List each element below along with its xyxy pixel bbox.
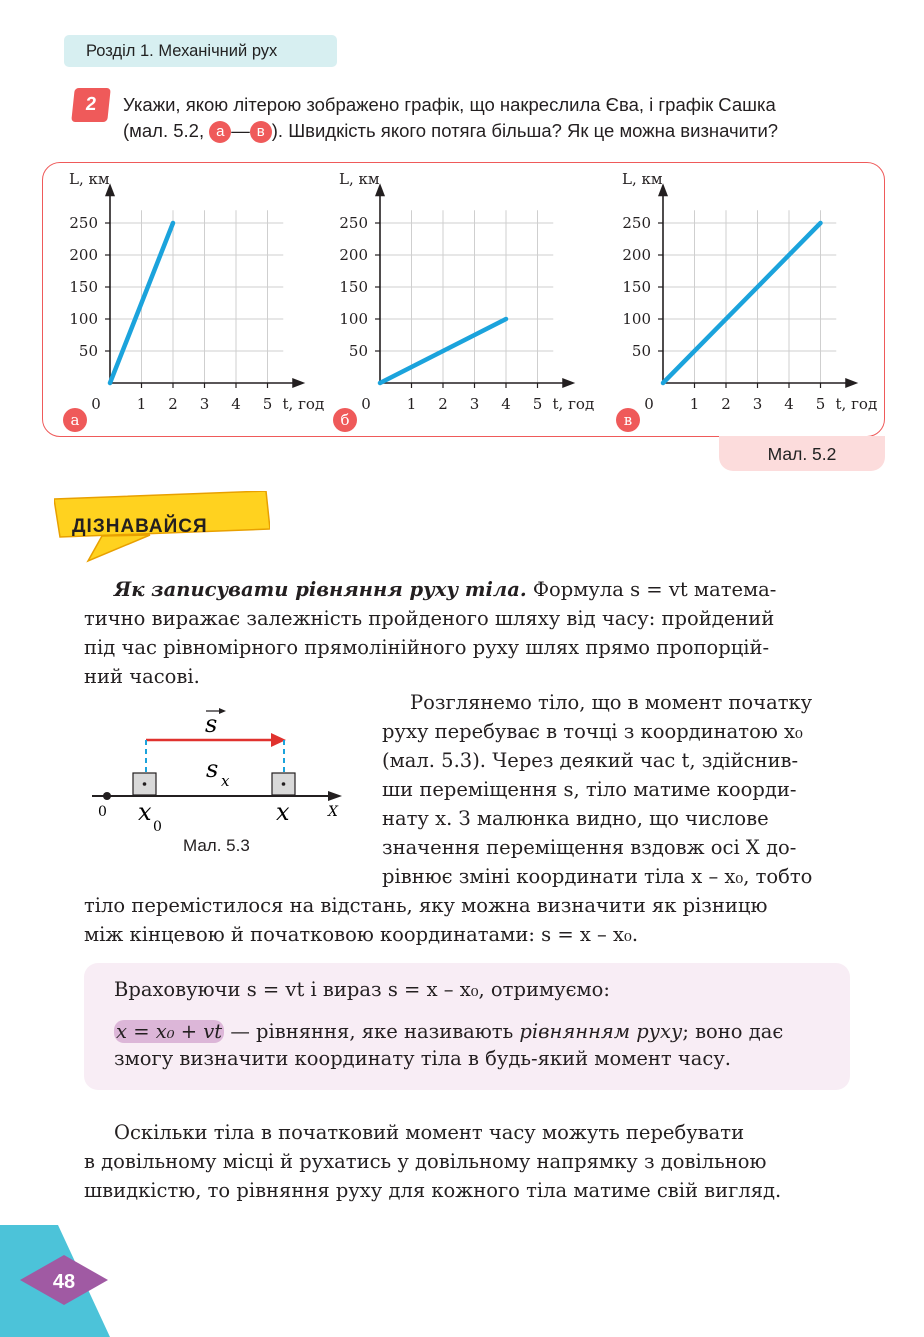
figure-5-2-caption: Мал. 5.2: [719, 436, 885, 471]
formula-line-1: Враховуючи s = vt і вираз s = x – x₀, отримуємо:: [114, 978, 610, 1001]
p2-line-2: руху перебуває в точці з координатою x₀: [382, 720, 803, 743]
x-tick-label: 2: [721, 395, 731, 413]
y-tick-label: 200: [622, 246, 651, 264]
task-line-2-end: ). Швидкість якого потяга більша? Як це можна визначити?: [271, 120, 779, 141]
graph-badge-label: в: [623, 411, 633, 429]
y-tick-label: 250: [69, 214, 98, 232]
y-tick-label: 50: [631, 342, 651, 360]
x-tick-label: 4: [501, 395, 511, 413]
x-tick-label: 0: [91, 395, 101, 413]
y-axis-title: L, км: [339, 170, 380, 189]
badge-v: в: [250, 121, 272, 143]
y-tick-label: 200: [69, 246, 98, 264]
x0-sub: 0: [153, 819, 162, 835]
x-tick-label: 1: [136, 395, 147, 413]
task-line-2-start: (мал. 5.2,: [123, 120, 210, 141]
x-tick-label: 1: [689, 395, 700, 413]
badge-a: а: [209, 121, 231, 143]
y-axis-title: L, км: [622, 170, 663, 189]
graph-line-3: [663, 223, 821, 383]
page-number: 48: [52, 1271, 76, 1293]
x-tick-label: 2: [438, 395, 448, 413]
p1-lead: Як записувати рівняння руху тіла.: [114, 578, 527, 601]
x-axis-title: t, год: [552, 395, 595, 413]
body-end-dot: [282, 782, 286, 786]
figure-5-2-graphs: [0, 0, 924, 480]
formula-rest-1: — рівняння, яке називають: [224, 1020, 520, 1043]
p2-line-5: нату x. З малюнка видно, що числове: [382, 807, 769, 830]
x-axis-arrow: [328, 791, 342, 801]
graph-badge-label: б: [340, 411, 350, 429]
x-tick-label: 1: [406, 395, 417, 413]
p2-line-1: Розглянемо тіло, що в момент початку: [410, 691, 813, 714]
x-axis-arrow: [845, 378, 858, 388]
paragraph-equation-intro: [84, 575, 851, 691]
equation-of-motion: x = x₀ + vt: [116, 1020, 223, 1043]
x-tick-label: 3: [752, 395, 763, 413]
x-tick-label: 5: [262, 395, 273, 413]
x-tick-label: 5: [532, 395, 543, 413]
y-tick-label: 200: [339, 246, 368, 264]
vector-s-label: s: [205, 710, 218, 738]
p3-line-2: в довільному місці й рухатись у довільному напрямку з довільною: [84, 1150, 767, 1173]
x-tick-label: 2: [168, 395, 178, 413]
formula-box-text: [114, 976, 826, 1072]
x-tick-label: 5: [815, 395, 826, 413]
x-axis-title: t, год: [835, 395, 878, 413]
y-tick-label: 100: [339, 310, 368, 328]
x-tick-label: 4: [784, 395, 794, 413]
formula-line-3: змогу визначити координату тіла в будь-який момент часу.: [114, 1047, 732, 1070]
y-tick-label: 50: [78, 342, 98, 360]
paragraph-consider-body: [382, 688, 851, 891]
p1-line-4: ний часові.: [84, 665, 200, 688]
x-axis-title: t, год: [282, 395, 325, 413]
x-tick-label: 3: [469, 395, 480, 413]
axis-x-label: X: [328, 804, 338, 820]
y-tick-label: 250: [339, 214, 368, 232]
x-axis-arrow: [562, 378, 575, 388]
vector-bar-tip: [219, 708, 226, 714]
paragraph-consider-body-cont: [84, 891, 851, 949]
origin-label: 0: [98, 804, 107, 820]
learn-banner-label: ДІЗНАВАЙСЯ: [72, 516, 208, 537]
x-tick-label: 3: [199, 395, 210, 413]
p2-line-9: між кінцевою й початковою координатами: s = x – x₀.: [84, 923, 639, 946]
badge-dash: —: [231, 120, 250, 141]
x-axis-arrow: [292, 378, 305, 388]
p2-line-6: значення переміщення вздовж осі X до-: [382, 836, 797, 859]
p2-line-7: рівнює зміні координати тіла x – x₀, тобто: [382, 865, 813, 888]
y-tick-label: 100: [69, 310, 98, 328]
p2-line-8: тіло перемістилося на відстань, яку можна визначити як різницю: [84, 894, 768, 917]
p1-line-2: тично виражає залежність пройденого шляху від часу: пройдений: [84, 607, 775, 630]
y-tick-label: 250: [622, 214, 651, 232]
p3-line-3: швидкістю, то рівняння руху для кожного тіла матиме свій вигляд.: [84, 1179, 782, 1202]
section-header: Розділ 1. Механічний рух: [64, 35, 337, 67]
formula-line-2: [114, 1018, 826, 1045]
body-start-dot: [143, 782, 147, 786]
y-tick-label: 50: [348, 342, 368, 360]
origin-point: [103, 792, 111, 800]
task-line-1: Укажи, якою літерою зображено графік, що накреслила Єва, і графік Сашка: [123, 94, 776, 115]
p1-line-1: [84, 575, 851, 604]
x-label: x: [276, 798, 290, 826]
x-tick-label: 0: [644, 395, 654, 413]
p3-line-1: Оскільки тіла в початковий момент часу можуть перебувати: [114, 1121, 745, 1144]
y-axis-title: L, км: [69, 170, 110, 189]
formula-term: рівнянням руху: [519, 1020, 683, 1043]
x0-label: x: [138, 798, 152, 826]
y-tick-label: 100: [622, 310, 651, 328]
figure-5-3-caption: Мал. 5.3: [183, 836, 250, 855]
projection-sub: x: [221, 772, 230, 790]
task-number-badge: 2: [71, 88, 111, 122]
graph-badge-label: а: [70, 411, 80, 429]
p2-line-3: (мал. 5.3). Через деякий час t, здійснив-: [382, 749, 799, 772]
y-tick-label: 150: [622, 278, 651, 296]
p2-line-4: ши переміщення s, тіло матиме коорди-: [382, 778, 797, 801]
projection-label: s: [206, 755, 219, 783]
x-tick-label: 4: [231, 395, 241, 413]
p1-line-3: під час рівномірного прямолінійного руху шлях прямо пропорцій-: [84, 636, 770, 659]
paragraph-conclusion: [84, 1118, 851, 1205]
formula-rest-2: ; воно дає: [682, 1020, 784, 1043]
p1-line-1-rest: Формула s = vt матема-: [526, 578, 777, 601]
y-tick-label: 150: [69, 278, 98, 296]
y-tick-label: 150: [339, 278, 368, 296]
x-tick-label: 0: [361, 395, 371, 413]
